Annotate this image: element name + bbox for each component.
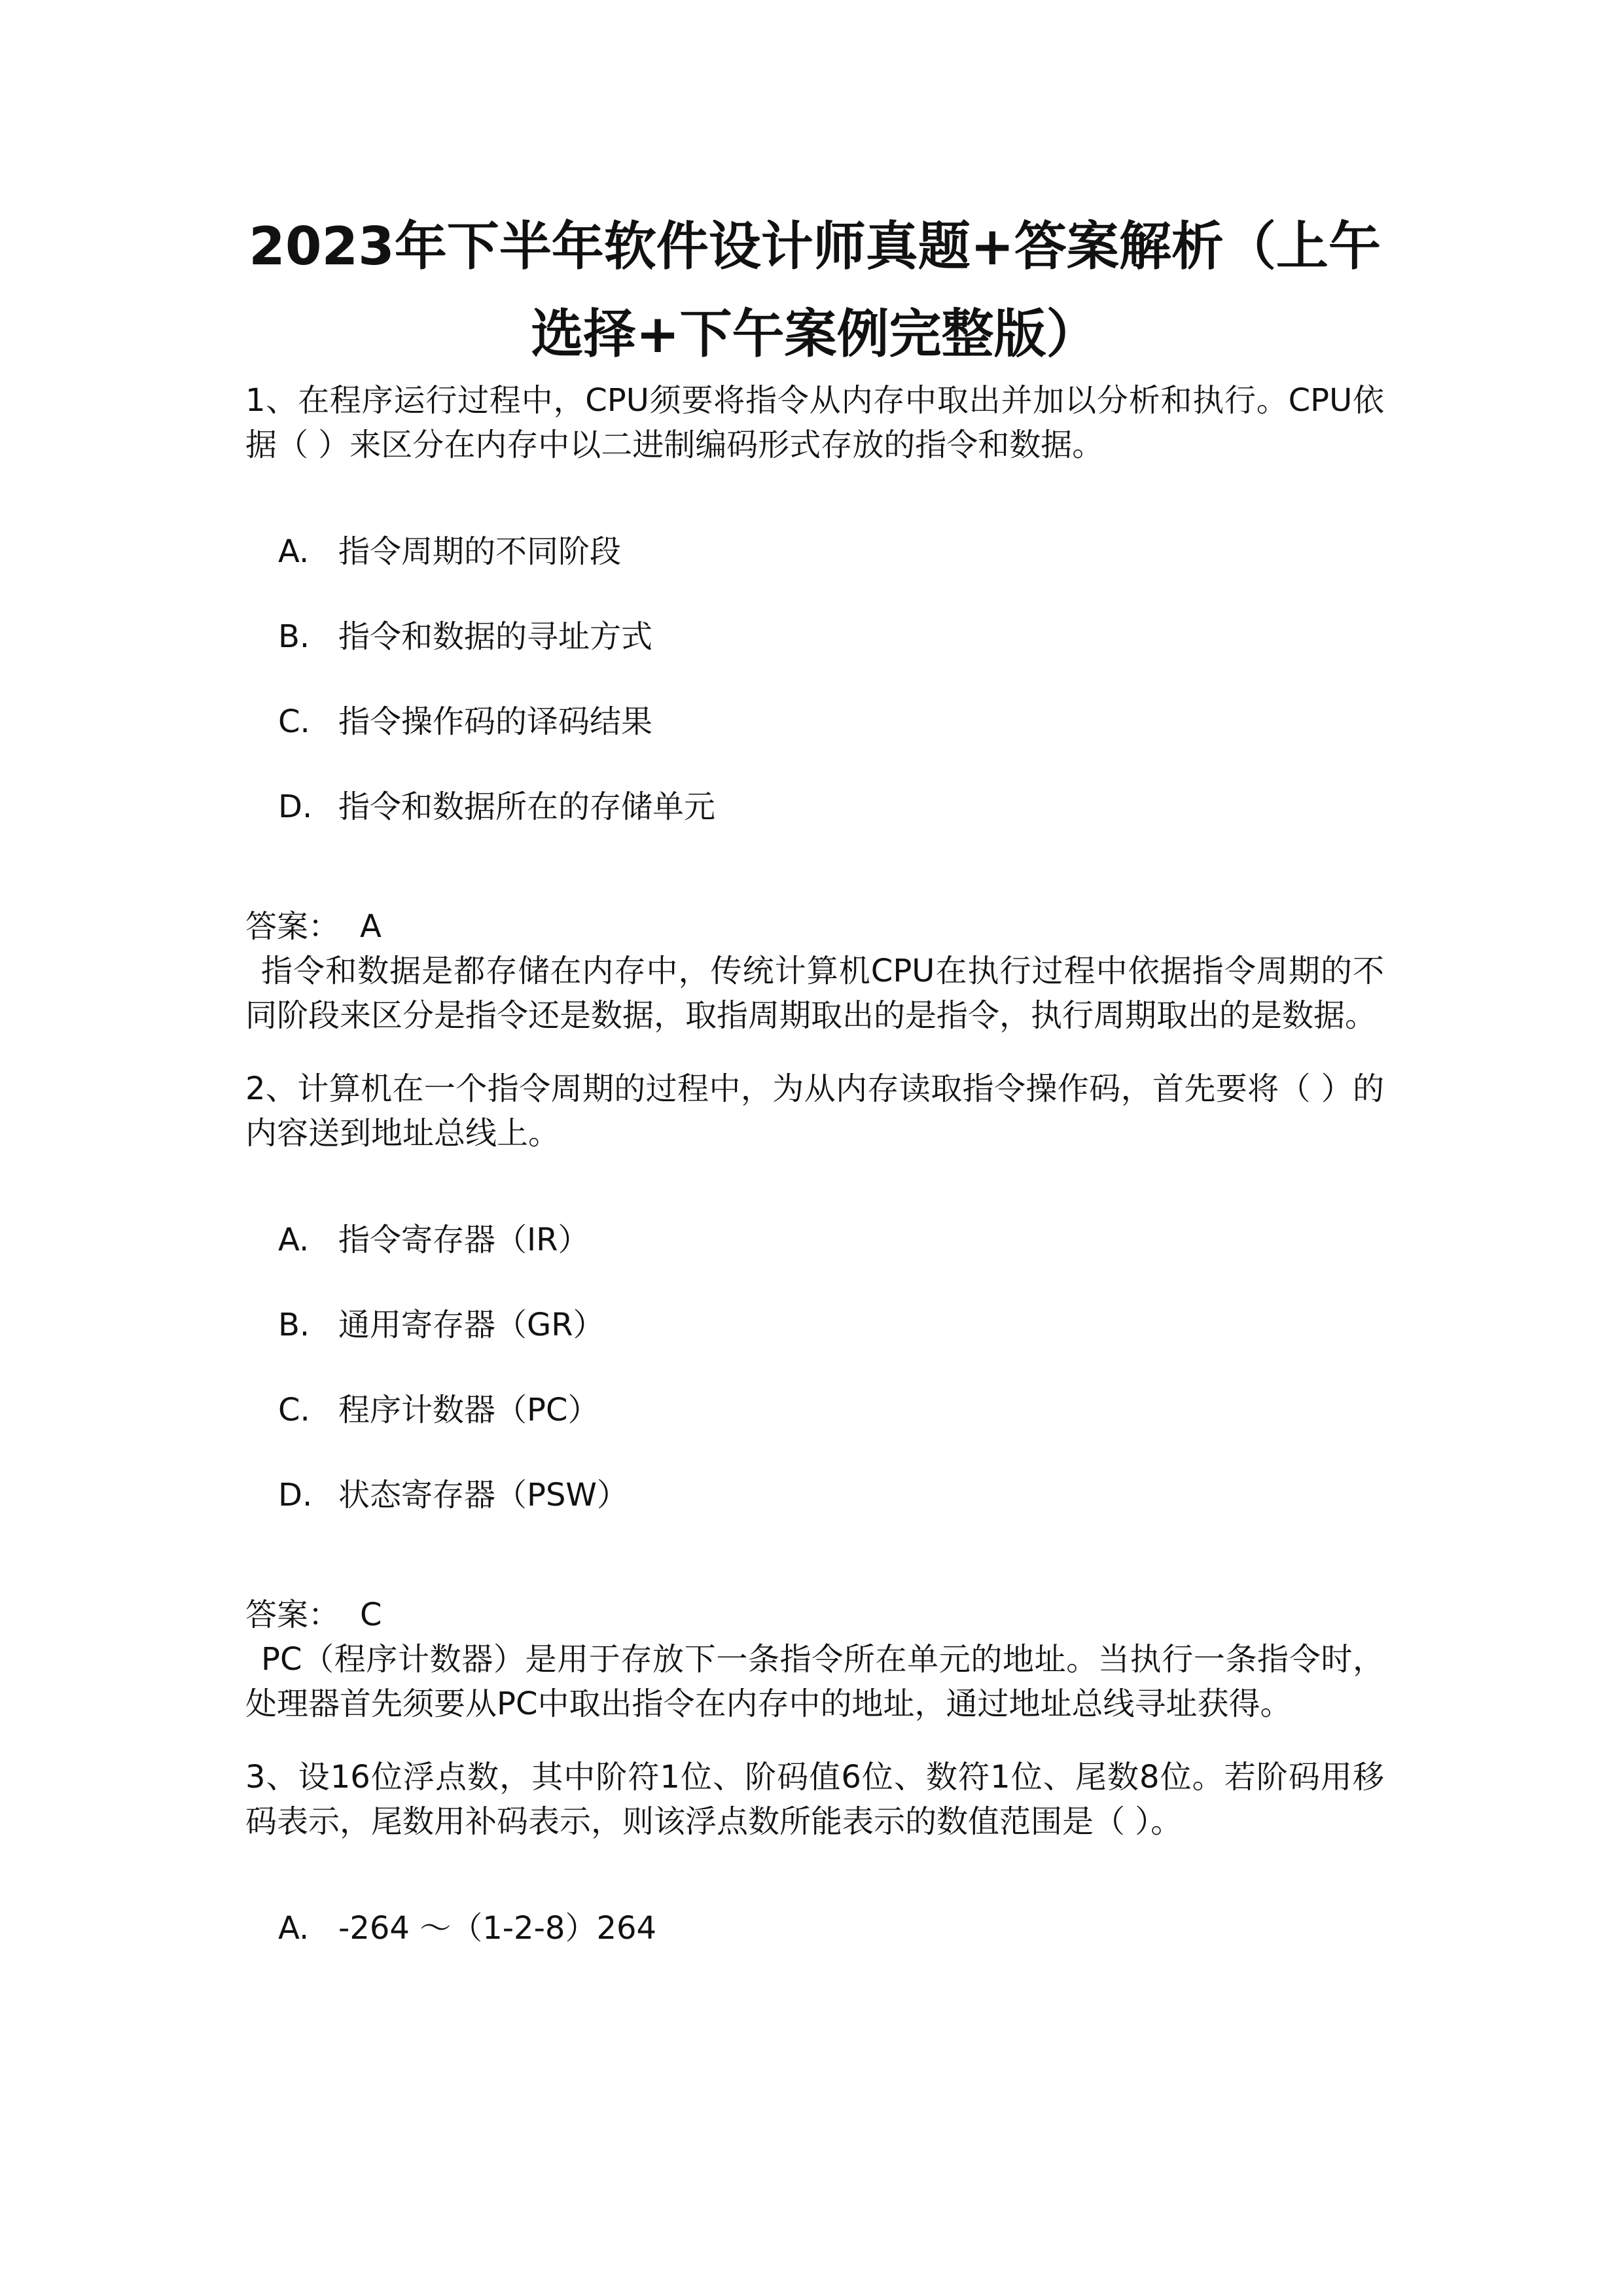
question-stem: 1、在程序运行过程中，CPU须要将指令从内存中取出并加以分析和执行。CPU依据（ ）来区分在内存中以二进制编码形式存放的指令和数据。	[245, 382, 1384, 463]
option-letter: A.	[278, 533, 310, 570]
option-letter: C.	[278, 703, 310, 740]
question-3	[245, 1755, 1384, 1951]
option-b	[245, 1303, 1384, 1347]
option-text: 指令操作码的译码结果	[338, 703, 653, 740]
option-text: 指令周期的不同阶段	[338, 533, 622, 570]
option-letter: B.	[278, 1307, 310, 1343]
option-letter: B.	[278, 618, 310, 655]
answer-explanation: 指令和数据是都存储在内存中，传统计算机CPU在执行过程中依据指令周期的不同阶段来区分是指令还是数据，取指周期取出的是指令，执行周期取出的是数据。	[245, 953, 1384, 1034]
option-list	[245, 1218, 1384, 1517]
option-text: 指令和数据的寻址方式	[338, 618, 653, 655]
answer-line	[245, 1593, 1384, 1637]
option-c	[245, 1388, 1384, 1432]
option-letter: A.	[278, 1222, 310, 1258]
answer-value: C	[360, 1597, 382, 1633]
answer-line	[245, 904, 1384, 949]
document-page	[245, 203, 1384, 1951]
option-a	[245, 1218, 1384, 1262]
option-list	[245, 1906, 1384, 1951]
option-letter: A.	[278, 1910, 310, 1947]
option-letter: C.	[278, 1392, 310, 1428]
document-title	[245, 203, 1384, 378]
option-c	[245, 699, 1384, 744]
question-stem: 3、设16位浮点数，其中阶符1位、阶码值6位、数符1位、尾数8位。若阶码用移码表示，尾数用补码表示，则该浮点数所能表示的数值范围是（ ）。	[245, 1759, 1384, 1840]
option-text: -264 ～（1-2-8）264	[338, 1910, 657, 1947]
answer-explanation: PC（程序计数器）是用于存放下一条指令所在单元的地址。当执行一条指令时，处理器首先须要从PC中取出指令在内存中的地址，通过地址总线寻址获得。	[245, 1641, 1384, 1722]
option-d	[245, 785, 1384, 829]
question-1	[245, 378, 1384, 1038]
question-2	[245, 1067, 1384, 1726]
option-a	[245, 529, 1384, 574]
option-a	[245, 1906, 1384, 1951]
option-text: 指令和数据所在的存储单元	[338, 788, 716, 825]
option-list	[245, 529, 1384, 829]
option-b	[245, 614, 1384, 659]
title-line-2: 选择+下午案例完整版）	[531, 304, 1099, 364]
answer-label: 答案：	[245, 1597, 340, 1633]
answer-value: A	[360, 908, 382, 945]
answer-label: 答案：	[245, 908, 340, 945]
option-letter: D.	[278, 1477, 313, 1513]
option-text: 通用寄存器（GR）	[338, 1307, 605, 1343]
option-text: 程序计数器（PC）	[338, 1392, 599, 1428]
option-d	[245, 1473, 1384, 1517]
question-stem: 2、计算机在一个指令周期的过程中，为从内存读取指令操作码，首先要将（ ）的内容送到地址总线上。	[245, 1070, 1384, 1152]
title-line-1: 2023年下半年软件设计师真题+答案解析（上午	[249, 216, 1381, 277]
option-text: 指令寄存器（IR）	[338, 1222, 590, 1258]
option-letter: D.	[278, 788, 313, 825]
option-text: 状态寄存器（PSW）	[338, 1477, 628, 1513]
